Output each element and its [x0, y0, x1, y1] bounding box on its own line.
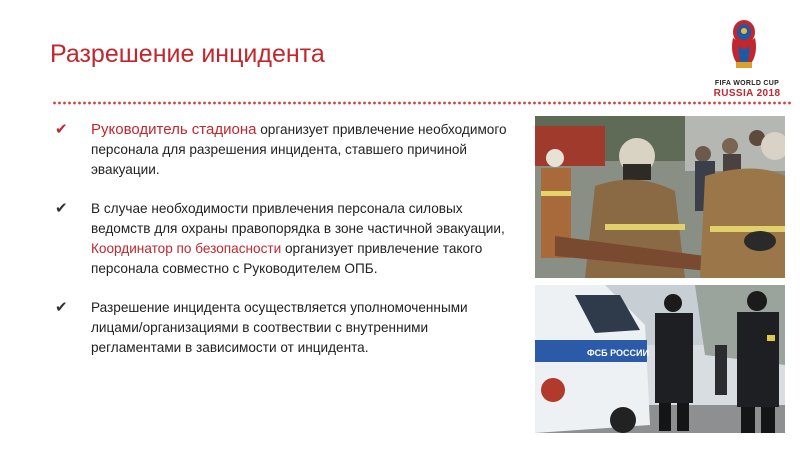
fifa-world-cup-logo	[700, 18, 790, 98]
bullet-item	[55, 199, 515, 279]
check-mark-icon: ✔	[55, 121, 68, 138]
bullet-item	[55, 120, 515, 180]
bullet-list	[55, 120, 515, 358]
check-mark-icon: ✔	[55, 299, 68, 316]
police-van-photo	[535, 285, 785, 433]
dotted-divider	[52, 100, 792, 106]
check-mark-icon: ✔	[55, 200, 68, 217]
firefighters-photo	[535, 116, 785, 278]
logo-line2: RUSSIA 2018	[713, 88, 781, 99]
logo-line1: FIFA WORLD CUP	[714, 80, 780, 87]
bullet-text: организует привлечение такого персонала совместно с Руководителем ОПБ.	[91, 241, 483, 276]
van-lettering: ФСБ РОССИИ	[587, 348, 649, 358]
bullet-text: организует привлечение необходимого персонала для разрешения инцидента, ставшего причиной эвакуации.	[91, 122, 507, 177]
bullet-highlight: Руководитель стадиона	[91, 121, 257, 138]
world-cup-emblem-icon	[724, 18, 764, 72]
slide-title: Разрешение инцидента	[50, 40, 325, 68]
bullet-item	[55, 298, 515, 358]
bullet-text: Разрешение инцидента осуществляется уполномоченными лицами/организациями в соотвествии с внутренними регламентами в зависимости от инцидента.	[91, 300, 468, 355]
bullet-highlight: Координатор по безопасности	[91, 241, 282, 256]
bullet-text: В случае необходимости привлечения персонала силовых ведомств для охраны правопорядка в зоне частичной эвакуации,	[91, 201, 505, 236]
